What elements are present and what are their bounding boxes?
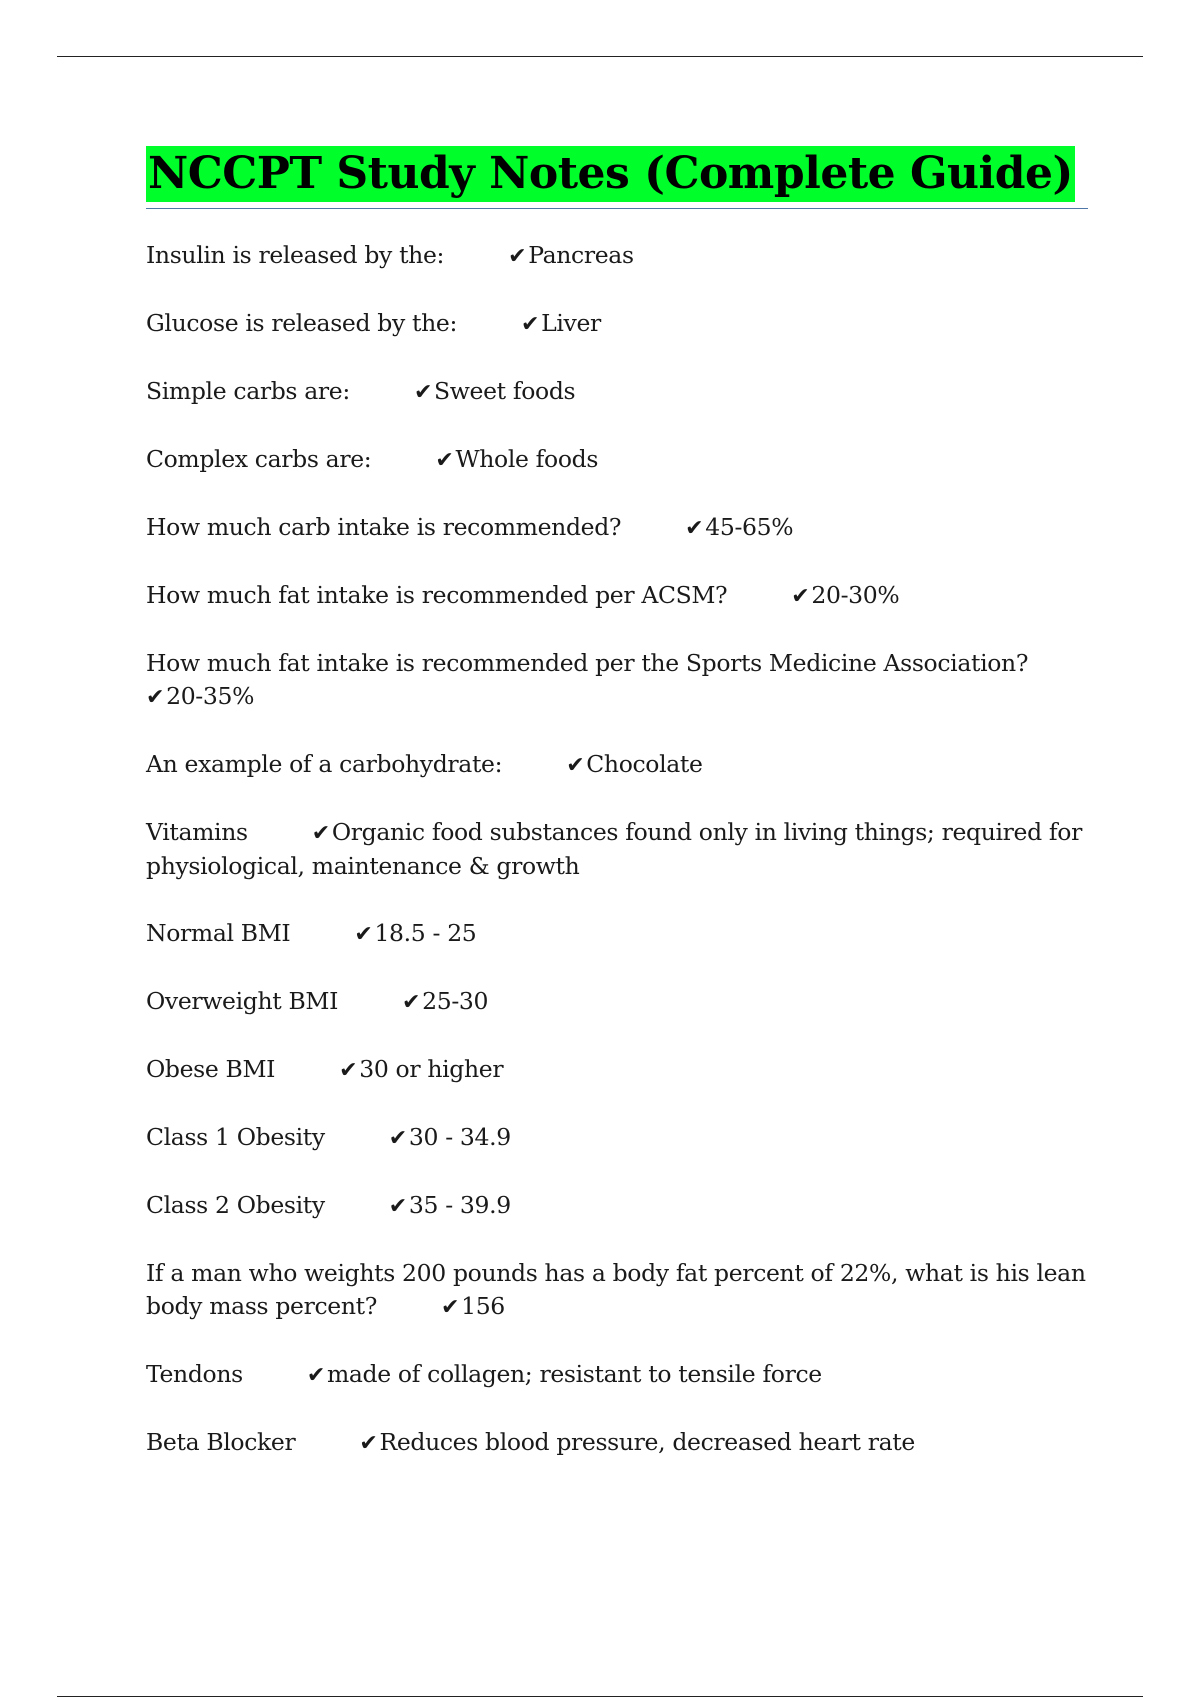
title-underline (146, 146, 1088, 209)
qa-item (146, 1257, 1088, 1324)
answer-text: 45-65% (705, 513, 794, 541)
answer-text: made of collagen; resistant to tensile force (326, 1360, 822, 1388)
check-mark-icon: ✔ (339, 1058, 358, 1083)
question-text: If a man who weights 200 pounds has a body fat percent of 22%, what is his lean body mass percent? (146, 1259, 1086, 1320)
answer-text: 35 - 39.9 (408, 1191, 511, 1219)
answer-text: Chocolate (586, 750, 703, 778)
answer-text: 30 or higher (359, 1055, 504, 1083)
qa-item (146, 579, 1088, 613)
question-text: An example of a carbohydrate: (146, 750, 503, 778)
qa-list (146, 239, 1088, 1460)
question-text: Obese BMI (146, 1055, 276, 1083)
check-mark-icon: ✔ (354, 922, 373, 947)
qa-item (146, 1189, 1088, 1223)
check-mark-icon: ✔ (311, 821, 330, 846)
qa-item (146, 985, 1088, 1019)
answer-text: Pancreas (528, 241, 634, 269)
check-mark-icon: ✔ (566, 753, 585, 778)
answer-text: Organic food substances found only in living things; required for physiological, maintenance & growth (146, 818, 1082, 880)
qa-item (146, 748, 1088, 782)
check-mark-icon: ✔ (146, 685, 165, 710)
qa-item (146, 1358, 1088, 1392)
qa-item (146, 1121, 1088, 1155)
answer-text: 25-30 (422, 987, 489, 1015)
qa-item (146, 239, 1088, 273)
question-text: Tendons (146, 1360, 243, 1388)
question-text: Beta Blocker (146, 1428, 296, 1456)
check-mark-icon: ✔ (521, 312, 540, 337)
question-text: How much fat intake is recommended per ACSM? (146, 581, 728, 609)
qa-item (146, 511, 1088, 545)
qa-item (146, 917, 1088, 951)
check-mark-icon: ✔ (791, 584, 810, 609)
check-mark-icon: ✔ (359, 1431, 378, 1456)
question-text: Class 2 Obesity (146, 1191, 325, 1219)
answer-text: 30 - 34.9 (408, 1123, 511, 1151)
question-text: Insulin is released by the: (146, 241, 445, 269)
question-text: How much carb intake is recommended? (146, 513, 622, 541)
answer-text: 156 (461, 1292, 505, 1320)
answer-text: Whole foods (455, 445, 599, 473)
check-mark-icon: ✔ (306, 1363, 325, 1388)
page-title: NCCPT Study Notes (Complete Guide) (146, 146, 1075, 202)
question-text: Simple carbs are: (146, 377, 350, 405)
check-mark-icon: ✔ (508, 244, 527, 269)
answer-text: 18.5 - 25 (374, 919, 477, 947)
question-text: Complex carbs are: (146, 445, 372, 473)
document-body (146, 146, 1088, 1494)
check-mark-icon: ✔ (388, 1126, 407, 1151)
check-mark-icon: ✔ (413, 380, 433, 405)
answer-text: 20-30% (811, 581, 900, 609)
qa-item (146, 1053, 1088, 1087)
qa-item (146, 1426, 1088, 1460)
check-mark-icon: ✔ (435, 448, 454, 473)
bottom-rule (57, 1696, 1143, 1697)
answer-text: 20-35% (166, 682, 255, 710)
qa-item (146, 375, 1088, 409)
question-text: Overweight BMI (146, 987, 339, 1015)
qa-item (146, 443, 1088, 477)
top-rule (57, 56, 1143, 57)
question-text: Class 1 Obesity (146, 1123, 325, 1151)
check-mark-icon: ✔ (685, 516, 704, 541)
check-mark-icon: ✔ (388, 1194, 407, 1219)
qa-item (146, 647, 1088, 714)
answer-text: Reduces blood pressure, decreased heart rate (379, 1428, 915, 1456)
answer-text: Sweet foods (434, 377, 576, 405)
question-text: Vitamins (146, 818, 248, 846)
question-text: How much fat intake is recommended per the Sports Medicine Association? (146, 649, 1029, 677)
qa-item (146, 307, 1088, 341)
question-text: Normal BMI (146, 919, 291, 947)
qa-item (146, 816, 1088, 883)
check-mark-icon: ✔ (402, 990, 421, 1015)
check-mark-icon: ✔ (441, 1295, 460, 1320)
answer-text: Liver (541, 309, 601, 337)
question-text: Glucose is released by the: (146, 309, 458, 337)
